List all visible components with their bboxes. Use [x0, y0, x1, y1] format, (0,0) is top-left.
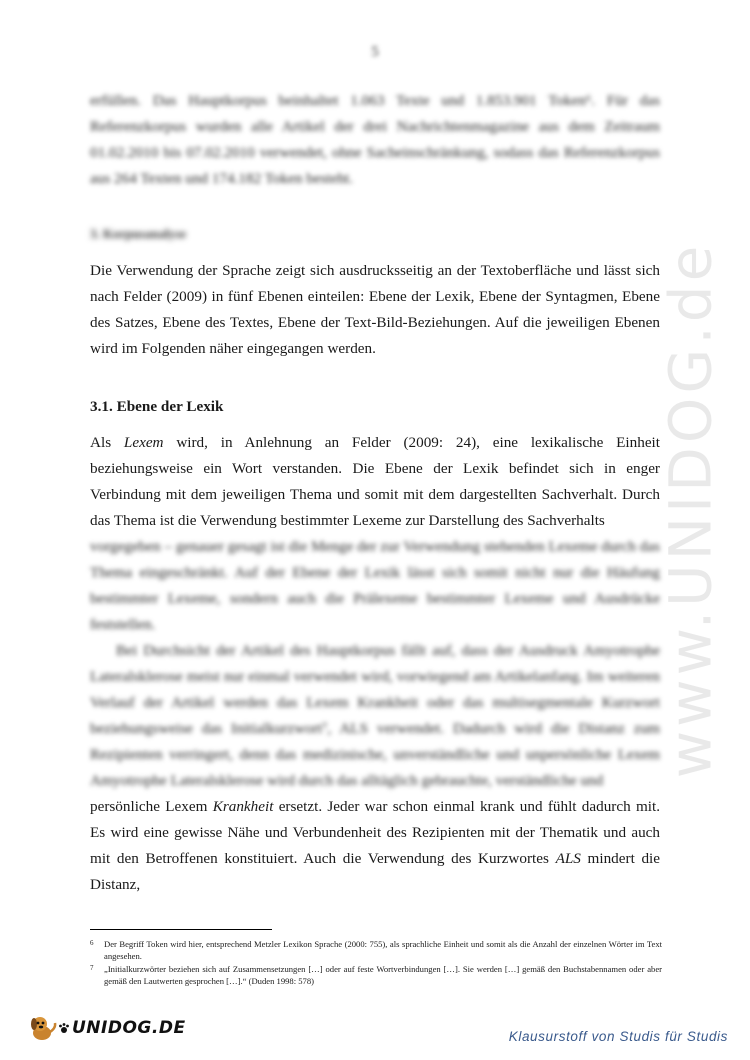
footnotes [90, 938, 662, 988]
lexik-p2-part-1: persönliche Lexem [90, 798, 213, 815]
section-heading-korpusanalyse: 3. Korpusanalyse [90, 226, 187, 241]
unidog-logo [28, 1014, 186, 1042]
section-3-text: Die Verwendung der Sprache zeigt sich ausdrucksseitig an der Textoberfläche und lässt sich nach Felder (2009) in fünf Ebenen einteilen: Ebene der Lexik, Ebene der Syntagmen, Ebene des Satzes, Ebene des Textes, Ebene der Text-Bild-Beziehungen. Auf die jeweiligen Ebenen wird im Folgenden näher eingegangen werden. [90, 262, 660, 357]
page-number: 5 [371, 44, 379, 60]
watermark [640, 241, 740, 779]
section-3-paragraph [90, 258, 660, 362]
watermark-text: www.UNIDOG.de [656, 241, 724, 779]
lexik-p1-clear [90, 430, 660, 534]
lexik-p1-blurred: vorgegeben – genauer gesagt ist die Menge der zur Verwendung stehenden Lexeme durch das Thema eingeschränkt. Auf der Ebene der Lexik lässt sich somit nicht nur die Häufung bestimmter Lexeme, sondern auch die Prälexeme bestimmter Lexeme und Ausdrücke feststellen. [90, 538, 660, 633]
blurred-intro-paragraph [90, 88, 660, 192]
lexik-paragraph-1 [90, 430, 660, 898]
footer-tagline: Klausurstoff von Studis für Studis [508, 1029, 728, 1044]
term-als: ALS [555, 850, 581, 867]
footnote-divider [90, 929, 272, 930]
footnote-number: 6 [90, 939, 94, 947]
section-heading-ebene-der-lexik: 3.1. Ebene der Lexik [90, 398, 224, 415]
lexik-p1-body: wird, in Anlehnung an Felder (2009: 24), eine lexikalische Einheit beziehungsweise ein Wort verstanden. Die Ebene der Lexik befindet sich in enger Verbindung mit dem jeweiligen Thema und somit mit dem dargestellten Sachverhalt. Durch das Thema ist die Verwendung bestimmter Lexeme zur Darstellung des Sachverhalts [90, 434, 660, 529]
dog-icon [28, 1014, 58, 1042]
footnote-text: „Initialkurzwörter beziehen sich auf Zusammensetzungen […] oder auf feste Wortverbindungen […]. Sie werden […] gemäß den Buchstabennamen oder aber gemäß den Lautwerten gesprochen […].“ (Duden 1998: 578) [104, 964, 662, 986]
term-krankheit: Krankheit [212, 798, 274, 815]
footnote-6 [90, 938, 662, 962]
logo-text: UNIDOG.DE [72, 1018, 186, 1038]
term-lexem: Lexem [123, 434, 164, 451]
lexik-p1-lead: Als [90, 434, 124, 451]
lexik-p2-clear [90, 794, 660, 898]
lexik-p2-blurred: Bei Durchsicht der Artikel des Hauptkorpus fällt auf, dass der Ausdruck Amyotrophe Lateralsklerose meist nur einmal verwendet wird, vorwiegend am Artikelanfang. Im weiteren Verlauf der Artikel werden das Lexem Krankheit oder das multisegmentale Kurzwort beziehungsweise das Initialkurzwort⁷, ALS verwendet. Dadurch wird die Distanz zum Rezipienten verringert, denn das medizinische, unverständliche und unpersönliche Lexem Amyotrophe Lateralsklerose wird durch das alltäglich gebrauchte, verständliche und [90, 642, 660, 789]
lexik-p2-part-3: mindert die Distanz, [90, 850, 661, 893]
footnote-7 [90, 963, 662, 987]
footnote-text: Der Begriff Token wird hier, entsprechend Metzler Lexikon Sprache (2000: 755), als sprachliche Einheit und somit als die Anzahl der einzelnen Wörter im Text angesehen. [104, 939, 662, 961]
lexik-p2-part-2: ersetzt. Jeder war schon einmal krank und fühlt dadurch mit. Es wird eine gewisse Nähe und Verbundenheit des Rezipienten mit der Thematik und auch mit den Betroffenen konstituiert. Auch die Verwendung des Kurzwortes [90, 798, 660, 867]
paw-icon [58, 1022, 70, 1034]
footnote-number: 7 [90, 964, 94, 972]
intro-text: erfüllen. Das Hauptkorpus beinhaltet 1.063 Texte und 1.853.901 Token⁶. Für das Referenzkorpus wurden alle Artikel der drei Nachrichtenmagazine aus dem Zeitraum 01.02.2010 bis 07.02.2010 verwendet, ohne Sacheinschränkung, sodass das Referenzkorpus aus 264 Texten und 174.182 Token besteht. [90, 92, 660, 187]
